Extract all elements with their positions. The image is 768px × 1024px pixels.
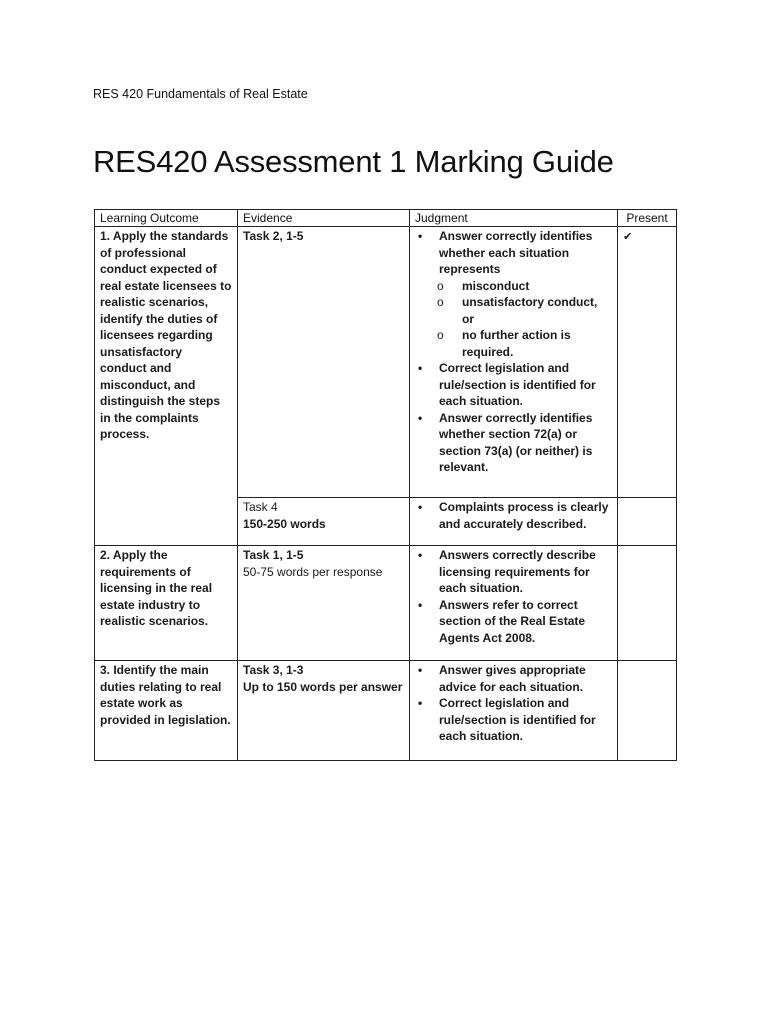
evidence-cell <box>238 661 410 761</box>
learning-outcome-text: 2. Apply the requirements of licensing in the real estate industry to realistic scenarios. <box>100 548 213 628</box>
header-learning-outcome: Learning Outcome <box>95 210 238 227</box>
judgment-cell <box>410 661 618 761</box>
judgment-item: • Answers refer to correct section of the Real Estate Agents Act 2008. <box>415 597 612 647</box>
table-row <box>95 661 677 761</box>
judgment-subitem: o no further action is required. <box>415 327 612 360</box>
evidence-text: 150-250 words <box>243 516 326 531</box>
page-title: RES420 Assessment 1 Marking Guide <box>93 144 614 179</box>
judgment-cell <box>410 227 618 498</box>
learning-outcome-cell <box>95 661 238 761</box>
judgment-cell <box>410 498 618 546</box>
header-judgment: Judgment <box>410 210 618 227</box>
present-cell <box>618 498 677 546</box>
judgment-item: • Answer gives appropriate advice for each situation. <box>415 662 612 695</box>
judgment-list <box>415 228 612 476</box>
judgment-item: • Complaints process is clearly and accurately described. <box>415 499 612 532</box>
evidence-text: Task 3, 1-3 <box>243 663 304 677</box>
learning-outcome-cell <box>95 546 238 661</box>
judgment-sublist <box>415 278 612 361</box>
table-row <box>95 227 677 498</box>
table-row <box>95 546 677 661</box>
judgment-list <box>415 499 612 532</box>
evidence-text: Task 4 <box>243 500 278 514</box>
evidence-cell <box>238 227 410 498</box>
header-evidence: Evidence <box>238 210 410 227</box>
judgment-list <box>415 547 612 646</box>
course-name: RES 420 Fundamentals of Real Estate <box>93 87 308 101</box>
present-cell <box>618 661 677 761</box>
judgment-item: • Answers correctly describe licensing requirements for each situation. <box>415 547 612 597</box>
judgment-item: • Correct legislation and rule/section is identified for each situation. <box>415 360 612 410</box>
judgment-item-text: Answer correctly identifies whether each situation represents <box>439 229 593 276</box>
judgment-cell <box>410 546 618 661</box>
header-present: Present <box>618 210 677 227</box>
present-cell <box>618 546 677 661</box>
checkmark-icon: ✔ <box>623 231 633 243</box>
evidence-text: Task 2, 1-5 <box>243 229 304 243</box>
evidence-text: Up to 150 words per answer <box>243 679 403 694</box>
judgment-item: • Correct legislation and rule/section is identified for each situation. <box>415 695 612 745</box>
judgment-subitem: o misconduct <box>415 278 612 295</box>
judgment-subitem: o unsatisfactory conduct, or <box>415 294 612 327</box>
evidence-text: Task 1, 1-5 <box>243 548 304 562</box>
judgment-item <box>415 228 612 360</box>
present-cell <box>618 227 677 498</box>
evidence-cell <box>238 498 410 546</box>
marking-guide-table <box>94 209 677 761</box>
judgment-list <box>415 662 612 745</box>
learning-outcome-text: 3. Identify the main duties relating to real estate work as provided in legislation. <box>100 663 231 727</box>
learning-outcome-cell <box>95 227 238 546</box>
table-header-row <box>95 210 677 227</box>
judgment-item: • Answer correctly identifies whether section 72(a) or section 73(a) (or neither) is relevant. <box>415 410 612 476</box>
evidence-cell <box>238 546 410 661</box>
learning-outcome-text: 1. Apply the standards of professional conduct expected of real estate licensees to realistic scenarios, identify the duties of licensees regarding unsatisfactory conduct and misconduct, and distinguish the steps in the complaints process. <box>100 229 232 441</box>
evidence-text: 50-75 words per response <box>243 564 383 579</box>
